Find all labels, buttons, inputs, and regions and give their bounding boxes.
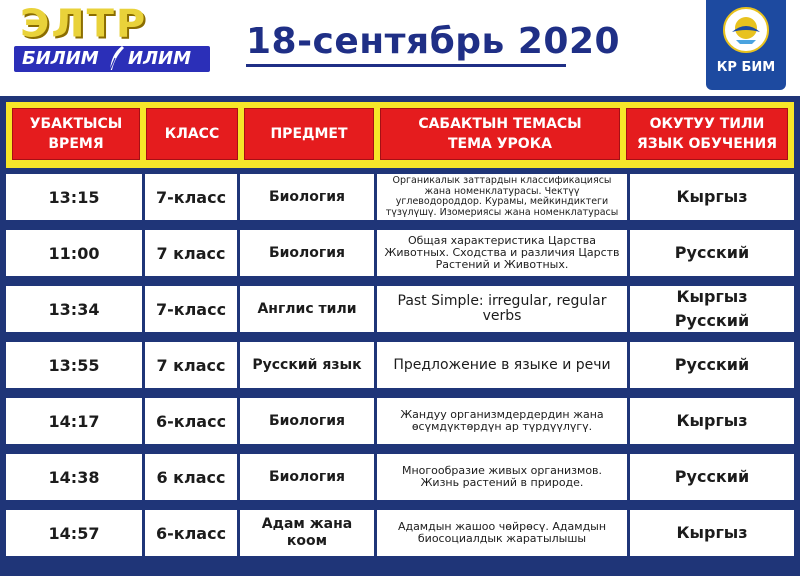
date-title: 18-сентябрь 2020 <box>246 21 621 62</box>
table-row <box>6 510 794 556</box>
schedule-table <box>0 96 800 576</box>
time-cell: 14:17 <box>48 411 100 431</box>
language-cell: Кыргыз <box>676 187 748 206</box>
class-cell: 6 класс <box>156 467 226 487</box>
topic-cell: Предложение в языке и речи <box>393 356 611 373</box>
header-topic: САБАКТЫН ТЕМАСЫ ТЕМА УРОКА <box>380 108 620 160</box>
state-emblem-icon <box>722 6 770 54</box>
language-cell: Кыргыз Русский <box>674 287 750 330</box>
class-cell: 7-класс <box>155 299 227 319</box>
logo-right-text: ИЛИМ <box>128 48 191 69</box>
language-cell: Русский <box>674 355 750 374</box>
header-subject: ПРЕДМЕТ <box>244 108 374 160</box>
language-cell: Русский <box>674 243 750 262</box>
emblem-label: КР БИМ <box>716 60 776 75</box>
time-cell: 13:55 <box>48 355 100 375</box>
table-row <box>6 398 794 444</box>
topic-cell: Жандуу организмдердердин жана өсүмдүктөрдүн ар түрдүүлүгү. <box>400 408 604 433</box>
topic-cell: Органикалык заттардын классификациясы жана номенклатурасы. Чектүү углеводороддор. Курамы, мейкиндиктеги түзүлүшү. Изомериясы жана номенклатурасы <box>385 175 619 218</box>
logo-wordmark: ЭЛТР <box>20 2 148 46</box>
table-row <box>6 454 794 500</box>
topic-cell: Общая характеристика Царства Животных. Сходства и различия Царств Растений и Животных. <box>384 234 620 271</box>
header-time: УБАКТЫСЫ ВРЕМЯ <box>12 108 140 160</box>
time-cell: 14:57 <box>48 523 100 543</box>
time-cell: 13:34 <box>48 299 100 319</box>
time-cell: 11:00 <box>48 243 100 263</box>
table-row <box>6 342 794 388</box>
class-cell: 7 класс <box>156 355 226 375</box>
table-row <box>6 230 794 276</box>
topic-cell: Адамдын жашоо чөйрөсү. Адамдын биосоциалдык жаратылышы <box>397 520 607 545</box>
quill-icon <box>106 44 126 72</box>
class-cell: 6-класс <box>155 523 227 543</box>
class-cell: 7 класс <box>156 243 226 263</box>
time-cell: 13:15 <box>48 187 100 207</box>
header-class: КЛАСС <box>146 108 238 160</box>
header <box>0 0 800 96</box>
subject-cell: Биология <box>268 412 346 429</box>
language-cell: Кыргыз <box>676 523 748 542</box>
table-header-row <box>6 102 794 168</box>
table-row <box>6 174 794 220</box>
topic-cell: Past Simple: irregular, regular verbs <box>397 293 607 324</box>
logo-left-text: БИЛИМ <box>22 48 99 69</box>
subject-cell: Биология <box>268 188 346 205</box>
table-row <box>6 286 794 332</box>
subject-cell: Русский язык <box>252 356 362 373</box>
subject-cell: Англис тили <box>257 300 357 317</box>
date-underline <box>246 64 566 67</box>
eltr-logo <box>14 4 210 76</box>
topic-cell: Многообразие живых организмов. Жизнь растений в природе. <box>401 464 603 489</box>
class-cell: 7-класс <box>155 187 227 207</box>
header-language: ОКУТУУ ТИЛИ ЯЗЫК ОБУЧЕНИЯ <box>626 108 788 160</box>
language-cell: Русский <box>674 467 750 486</box>
subject-cell: Адам жана коом <box>261 516 353 549</box>
subject-cell: Биология <box>268 244 346 261</box>
class-cell: 6-класс <box>155 411 227 431</box>
subject-cell: Биология <box>268 468 346 485</box>
time-cell: 14:38 <box>48 467 100 487</box>
kr-bim-emblem <box>706 0 786 90</box>
language-cell: Кыргыз <box>676 411 748 430</box>
